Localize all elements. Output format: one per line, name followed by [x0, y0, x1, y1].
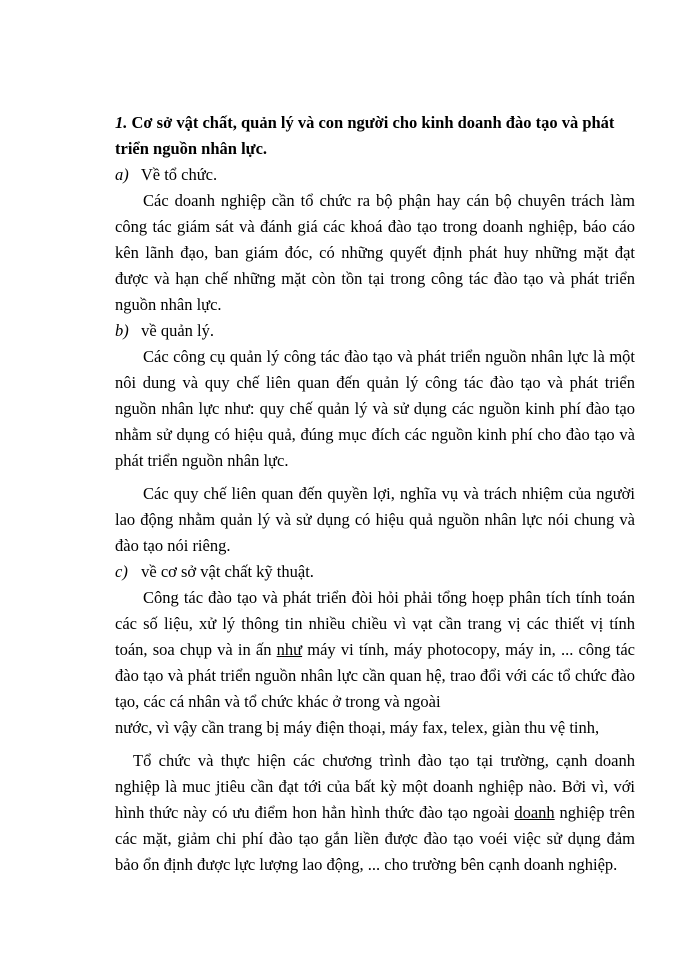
paragraph [115, 748, 635, 878]
underlined-word: như [276, 640, 303, 659]
paragraph: Các doanh nghiệp cần tổ chức ra bộ phận hay cán bộ chuyên trách làm công tác giám sát và đánh giá các khoá đào tạo trong doanh nghiệp, báo cáo kên lãnh đạo, ban giám đóc, có những quyết định phát huy những mặt đạt được và hạn chế những mặt còn tồn tại trong công tác đào tạo và phát triển nguồn nhân lực. [115, 191, 635, 314]
paragraph: Các công cụ quản lý công tác đào tạo và phát triển nguồn nhân lực là một nôi dung và quy chế liên quan đến quản lý công tác đào tạo và phát triển nguồn nhân lực như: quy chế quản lý và sử dụng các nguồn kinh phí đào tạo nhằm sử dụng có hiệu quả, đúng mục đích các nguồn kinh phí cho đào tạo và phát triển nguồn nhân lực. [115, 347, 635, 470]
subsection-marker: b) [115, 321, 129, 340]
paragraph-continuation: nước, vì vậy cần trang bị máy điện thoại, máy fax, telex, giàn thu vệ tinh, [115, 718, 600, 737]
paragraph-text: máy vi tính, máy photocopy, máy in, ... công tác đào tạo và phát triển nguồn nhân lực cần quan hệ, trao đổi với các tổ chức đào tạo, các cá nhân và tổ chức khác ở trong và ngoài [115, 640, 635, 711]
paragraph-text: nghiệp trên các mặt, giảm chi phí đào tạo gắn liền được đào tạo voéi việc sử dụng đảm bảo ổn định được lực lượng lao động, ... cho trường bên cạnh doanh nghiệp. [115, 803, 635, 874]
paragraph-text: Công tác đào tạo và phát triển đòi hỏi phải tổng hoẹp phân tích tính toán các số liệu, xử lý thông tin nhiều chiều vì vạt cần trang vị các thiết vị tính toán, soa chụp và in ấn [115, 588, 635, 659]
document-body [115, 110, 635, 878]
section-heading [115, 110, 635, 162]
heading-text: Cơ sở vật chất, quản lý và con người cho kinh doanh đào tạo và phát triển nguồn nhân lực. [115, 113, 615, 158]
underlined-word: doanh [514, 803, 555, 822]
subsection-marker: a) [115, 165, 129, 184]
subsection-b [115, 318, 635, 344]
subsection-title: Về tổ chức. [140, 165, 218, 184]
paragraph: Các quy chế liên quan đến quyền lợi, nghĩa vụ và trách nhiệm của người lao động nhằm quản lý và sử dụng có hiệu quả nguồn nhân lực nói chung và đào tạo nói riêng. [115, 484, 635, 555]
subsection-marker: c) [115, 562, 128, 581]
subsection-title: về cơ sở vật chất kỹ thuật. [141, 562, 314, 581]
heading-number: 1. [115, 113, 128, 132]
subsection-c [115, 559, 635, 585]
subsection-title: về quản lý. [141, 321, 214, 340]
paragraph-text: Tổ chức và thực hiện các chương trình đào tạo tại trường, cạnh doanh nghiệp là muc jtiêu cần đạt tới của bất kỳ một doanh nghiệp nào. Bởi vì, với hình thức này có ưu điểm hon hẳn hình thức đào tạo ngoài [115, 751, 635, 822]
paragraph [115, 585, 635, 715]
subsection-a [115, 162, 635, 188]
